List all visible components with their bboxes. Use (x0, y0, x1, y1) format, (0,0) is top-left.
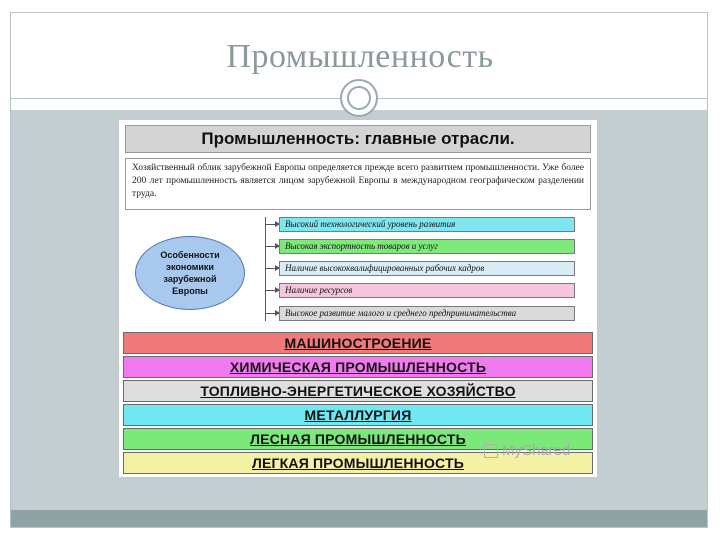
feature-item: Высокий технологический уровень развития (279, 217, 575, 232)
arrow-icon (265, 246, 279, 247)
content-image (118, 119, 598, 478)
industry-row: ЛЕСНАЯ ПРОМЫШЛЕННОСТЬ (123, 428, 593, 450)
feature-item: Наличие ресурсов (279, 283, 575, 298)
industry-row: ТОПЛИВНО-ЭНЕРГЕТИЧЕСКОЕ ХОЗЯЙСТВО (123, 380, 593, 402)
industry-row: ЛЕГКАЯ ПРОМЫШЛЕННОСТЬ (123, 452, 593, 474)
connector-line (265, 217, 266, 321)
arrow-icon (265, 290, 279, 291)
slide-title: Промышленность (226, 38, 494, 75)
bottom-bar (11, 510, 707, 527)
feature-item: Высокая экспортность товаров и услуг (279, 239, 575, 254)
ring-ornament-icon (340, 79, 378, 117)
presentation-icon (484, 444, 498, 458)
arrow-icon (265, 268, 279, 269)
panel-heading: Промышленность: главные отрасли. (125, 125, 591, 153)
arrow-icon (265, 313, 279, 314)
economy-features-oval: Особенности экономики зарубежной Европы (135, 236, 245, 310)
industry-row: МАШИНОСТРОЕНИЕ (123, 332, 593, 354)
feature-item: Наличие высококвалифицированных рабочих кадров (279, 261, 575, 276)
industry-row: ХИМИЧЕСКАЯ ПРОМЫШЛЕННОСТЬ (123, 356, 593, 378)
feature-item: Высокое развитие малого и среднего предпринимательства (279, 306, 575, 321)
watermark-text: MyShared (502, 442, 571, 459)
panel-description: Хозяйственный облик зарубежной Европы определяется прежде всего развитием промышленности. Уже более 200 лет промышленность является лицом зарубежной Европы в международном географическом разделении труда. (125, 158, 591, 210)
arrow-icon (265, 224, 279, 225)
industry-row: МЕТАЛЛУРГИЯ (123, 404, 593, 426)
